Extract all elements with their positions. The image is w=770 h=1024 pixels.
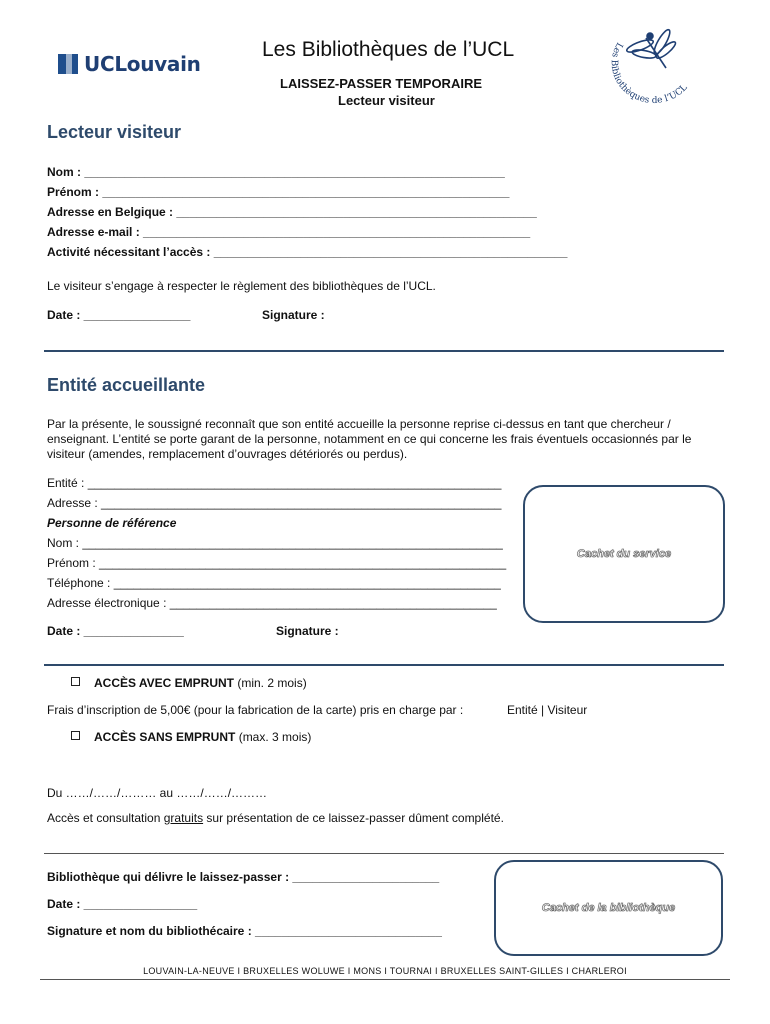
consultation-text-post: sur présentation de ce laissez-passer dûment complété. xyxy=(203,811,504,825)
visitor-name-field[interactable]: Nom : _______________________________________________________________ xyxy=(47,165,505,179)
document-subtitle: LAISSEZ-PASSER TEMPORAIRE xyxy=(280,76,483,91)
entity-section-heading: Entité accueillante xyxy=(47,375,206,395)
access-without-loan-checkbox[interactable] xyxy=(71,731,80,740)
access-without-loan-title: ACCÈS SANS EMPRUNT xyxy=(94,730,236,744)
seal-text: Les Bibliothèques de l’UCL xyxy=(608,40,690,104)
library-delivering-field[interactable]: Bibliothèque qui délivre le laissez-passer : ______________________ xyxy=(47,870,440,884)
reference-firstname-field[interactable]: Prénom : _____________________________________________________________ xyxy=(47,556,507,570)
service-stamp-box xyxy=(523,485,725,623)
document-subtitle-reader: Lecteur visiteur xyxy=(338,93,435,108)
visitor-pledge-text: Le visiteur s’engage à respecter le règlement des bibliothèques de l’UCL. xyxy=(47,279,436,293)
entity-address-field[interactable]: Adresse : ____________________________________________________________ xyxy=(47,496,502,510)
access-with-loan-option[interactable] xyxy=(71,676,307,690)
section-divider xyxy=(44,350,724,352)
uclouvain-logo xyxy=(58,52,201,76)
consultation-free-word: gratuits xyxy=(163,811,204,825)
section-divider xyxy=(44,664,724,666)
access-with-loan-note: (min. 2 mois) xyxy=(234,676,307,690)
fee-choice[interactable]: Entité | Visiteur xyxy=(507,703,588,717)
svg-text:Les Bibliothèques de l’UCL xyxy=(609,40,690,104)
fee-text: Frais d’inscription de 5,00€ (pour la fabrication de la carte) pris en charge par : xyxy=(47,703,464,717)
dragonfly-seal-icon xyxy=(606,24,696,104)
visitor-date-field[interactable]: Date : ________________ xyxy=(47,308,191,322)
period-field[interactable]: Du ……/……/……… au ……/……/……… xyxy=(47,786,268,800)
access-without-loan-option[interactable] xyxy=(71,730,311,744)
access-with-loan-checkbox[interactable] xyxy=(71,677,80,686)
reference-email-field[interactable]: Adresse électronique : _________________________________________________ xyxy=(47,596,497,610)
visitor-section-heading: Lecteur visiteur xyxy=(47,122,182,142)
consultation-text-pre: Accès et consultation xyxy=(47,811,164,825)
visitor-address-field[interactable]: Adresse en Belgique : ______________________________________________________ xyxy=(47,205,537,219)
visitor-signature-field[interactable]: Signature : xyxy=(262,308,325,322)
library-stamp-label: Cachet de la bibliothèque xyxy=(541,902,676,914)
visitor-firstname-field[interactable]: Prénom : _____________________________________________________________ xyxy=(47,185,510,199)
uclouvain-logo-icon xyxy=(58,54,78,74)
footer-campuses: LOUVAIN-LA-NEUVE I BRUXELLES WOLUWE I MONS I TOURNAI I BRUXELLES SAINT-GILLES I CHARLEROI xyxy=(143,966,627,976)
reference-name-field[interactable]: Nom : _______________________________________________________________ xyxy=(47,536,503,550)
entity-signature-field[interactable]: Signature : xyxy=(276,624,339,638)
entity-date-field[interactable]: Date : _______________ xyxy=(47,624,184,638)
service-stamp-label: Cachet du service xyxy=(576,548,672,560)
visitor-email-field[interactable]: Adresse e-mail : __________________________________________________________ xyxy=(47,225,531,239)
document-title: Les Bibliothèques de l’UCL xyxy=(262,38,515,61)
access-without-loan-note: (max. 3 mois) xyxy=(235,730,312,744)
entity-paragraph: Par la présente, le soussigné reconnaît que son entité accueille la personne reprise ci-dessus en tant que chercheur / enseignant. L’entité se porte garant de la personne, notamment en ce qui concerne les frais éventuels occasionnés par le visiteur (amendes, remplacement d’ouvrages détériorés ou perdus). xyxy=(47,417,692,461)
librarian-signature-field[interactable]: Signature et nom du bibliothécaire : ____________________________ xyxy=(47,924,442,938)
visitor-activity-field[interactable]: Activité nécessitant l’accès : _____________________________________________________ xyxy=(47,245,568,259)
reference-phone-field[interactable]: Téléphone : __________________________________________________________ xyxy=(47,576,501,590)
uclouvain-logo-text: UCLouvain xyxy=(84,52,201,76)
library-date-field[interactable]: Date : _________________ xyxy=(47,897,198,911)
entity-name-field[interactable]: Entité : ______________________________________________________________ xyxy=(47,476,502,490)
library-stamp-box xyxy=(494,860,723,956)
section-divider xyxy=(44,853,724,854)
access-with-loan-title: ACCÈS AVEC EMPRUNT xyxy=(94,676,235,690)
footer-rule xyxy=(40,979,730,980)
reference-person-label: Personne de référence xyxy=(47,516,177,530)
consultation-text xyxy=(47,811,504,825)
